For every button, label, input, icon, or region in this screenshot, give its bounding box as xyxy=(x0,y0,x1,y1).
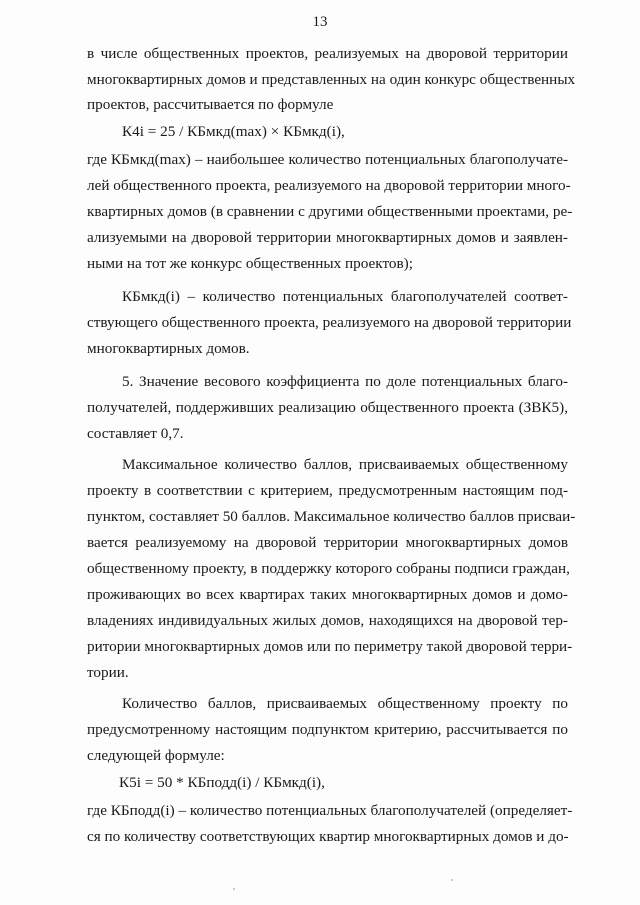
scan-speck xyxy=(451,879,453,881)
text-line: где КБмкд(max) – наибольшее количество потенциальных благополучате- xyxy=(87,151,568,168)
text-line: вается реализуемому на дворовой территории многоквартирных домов xyxy=(87,534,568,551)
text-line: где КБподд(i) – количество потенциальных благополучателей (определяет- xyxy=(87,802,573,819)
text-line: получателей, поддерживших реализацию общественного проекта (ЗВК5), xyxy=(87,399,568,416)
text-line: ализуемыми на дворовой территории многоквартирных домов и заявлен- xyxy=(87,229,568,246)
text-line: владениях индивидуальных жилых домов, находящихся на дворовой тер- xyxy=(87,612,568,629)
text-line: предусмотренному настоящим подпунктом критерию, рассчитывается по xyxy=(87,721,568,738)
text-line: проекту в соответствии с критерием, предусмотренным настоящим под- xyxy=(87,482,568,499)
text-line: общественному проекту, в поддержку которого собраны подписи граждан, xyxy=(87,560,570,577)
text-line: 5. Значение весового коэффициента по доле потенциальных благо- xyxy=(122,373,568,390)
text-line: следующей формуле: xyxy=(87,747,225,764)
text-line: КБмкд(i) – количество потенциальных благополучателей соответ- xyxy=(122,288,568,305)
text-line: проживающих во всех квартирах таких многоквартирных домов и домо- xyxy=(87,586,568,603)
text-line: многоквартирных домов. xyxy=(87,340,250,357)
text-line: ствующего общественного проекта, реализуемого на дворовой территории xyxy=(87,314,572,331)
text-line: тории. xyxy=(87,664,129,681)
scan-speck xyxy=(233,888,235,890)
text-line: лей общественного проекта, реализуемого на дворовой территории много- xyxy=(87,177,571,194)
text-line: квартирных домов (в сравнении с другими общественными проектами, ре- xyxy=(87,203,573,220)
text-line: ритории многоквартирных домов или по периметру такой дворовой терри- xyxy=(87,638,573,655)
text-line: проектов, рассчитывается по формуле xyxy=(87,96,334,113)
text-line: ными на тот же конкурс общественных проектов); xyxy=(87,255,413,272)
text-line: многоквартирных домов и представленных на один конкурс общественных xyxy=(87,71,576,88)
formula-k5: К5i = 50 * КБподд(i) / КБмкд(i), xyxy=(119,774,325,791)
page-number: 13 xyxy=(312,14,328,30)
text-line: составляет 0,7. xyxy=(87,425,184,442)
text-line: Максимальное количество баллов, присваиваемых общественному xyxy=(122,456,568,473)
text-line: в числе общественных проектов, реализуемых на дворовой территории xyxy=(87,45,568,62)
text-line: Количество баллов, присваиваемых общественному проекту по xyxy=(122,695,568,712)
formula-k4: К4i = 25 / КБмкд(max) × КБмкд(i), xyxy=(122,123,345,140)
text-line: ся по количеству соответствующих квартир многоквартирных домов и до- xyxy=(87,828,569,845)
text-line: пунктом, составляет 50 баллов. Максимальное количество баллов присваи- xyxy=(87,508,576,525)
